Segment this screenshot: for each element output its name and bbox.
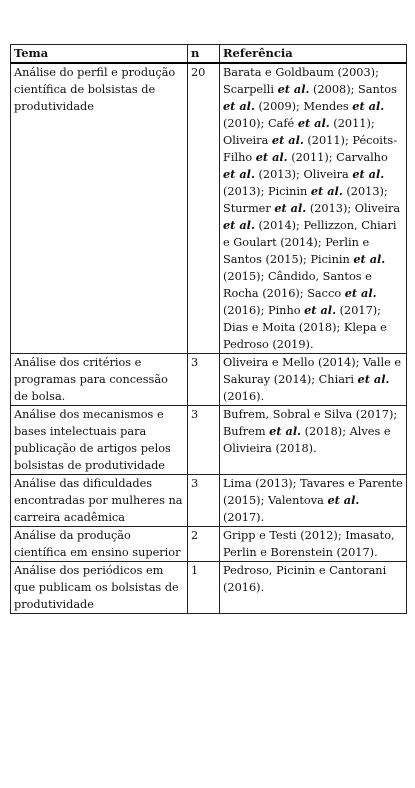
cell-tema: Análise dos critérios e programas para concessão de bolsa.	[11, 354, 188, 406]
reference-text: (2017).	[223, 511, 265, 524]
reference-text: (2011); Carvalho	[287, 151, 388, 164]
reference-text: (2011); Pécoits-Filho	[223, 134, 398, 164]
cell-n: 3	[188, 354, 220, 406]
cell-tema: Análise dos mecanismos e bases intelectuais para publicação de artigos pelos bolsistas de produtividade	[11, 406, 188, 475]
reference-text: (2014); Pellizzon, Chiari e Goulart (2014); Perlin e Santos (2015); Picinin	[223, 219, 397, 266]
cell-referencia	[220, 354, 407, 406]
et-al-italic: et al.	[357, 372, 390, 386]
reference-text: Gripp e Testi (2012); Imasato, Perlin e Borenstein (2017).	[223, 529, 395, 559]
reference-text: Oliveira e Mello (2014); Valle e Sakuray (2014); Chiari	[223, 356, 402, 386]
reference-text: (2013); Picinin	[223, 185, 311, 198]
cell-referencia	[220, 406, 407, 475]
reference-text: (2018); Alves e Olivieira (2018).	[223, 425, 391, 455]
table-row	[11, 354, 407, 406]
table-row	[11, 406, 407, 475]
reference-text: Barata e Goldbaum (2003); Scarpelli	[223, 66, 379, 96]
et-al-italic: et al.	[223, 218, 255, 232]
et-al-italic: et al.	[255, 150, 288, 164]
cell-n: 3	[188, 406, 220, 475]
reference-text: (2011); Oliveira	[223, 117, 375, 147]
cell-tema: Análise do perfil e produção científica de bolsistas de produtividade	[11, 63, 188, 354]
et-al-italic: et al.	[274, 201, 307, 215]
cell-referencia	[220, 562, 407, 614]
reference-text: (2016); Pinho	[223, 304, 305, 317]
header-referencia: Referência	[220, 45, 407, 64]
et-al-italic: et al.	[297, 116, 330, 130]
cell-tema: Análise da produção científica em ensino superior	[11, 527, 188, 562]
reference-text: (2010); Café	[223, 117, 298, 130]
et-al-italic: et al.	[352, 167, 385, 181]
cell-n: 1	[188, 562, 220, 614]
reference-text: (2016).	[223, 390, 265, 403]
et-al-italic: et al.	[269, 424, 302, 438]
et-al-italic: et al.	[353, 252, 386, 266]
table-body	[11, 63, 407, 614]
table-row	[11, 63, 407, 354]
reference-text: Lima (2013); Tavares e Parente (2015); Valentova	[223, 477, 403, 507]
et-al-italic: et al.	[344, 286, 377, 300]
cell-referencia	[220, 63, 407, 354]
cell-referencia	[220, 475, 407, 527]
table-row	[11, 475, 407, 527]
reference-text: (2013); Oliveira	[254, 168, 353, 181]
et-al-italic: et al.	[327, 493, 360, 507]
header-tema: Tema	[11, 45, 188, 64]
table-row	[11, 527, 407, 562]
table-row	[11, 562, 407, 614]
reference-text: Bufrem, Sobral e Silva (2017); Bufrem	[223, 408, 398, 438]
cell-tema: Análise das dificuldades encontradas por mulheres na carreira acadêmica	[11, 475, 188, 527]
et-al-italic: et al.	[310, 184, 343, 198]
et-al-italic: et al.	[277, 82, 310, 96]
reference-text: (2009); Mendes	[254, 100, 353, 113]
header-n: n	[188, 45, 220, 64]
reference-text: (2017); Dias e Moita (2018); Klepa e Pedroso (2019).	[223, 304, 387, 351]
et-al-italic: et al.	[223, 167, 255, 181]
reference-text: (2008); Santos	[309, 83, 397, 96]
cell-n: 2	[188, 527, 220, 562]
et-al-italic: et al.	[352, 99, 385, 113]
cell-referencia	[220, 527, 407, 562]
cell-n: 20	[188, 63, 220, 354]
et-al-italic: et al.	[271, 133, 304, 147]
literature-table	[10, 44, 407, 614]
header-row	[11, 45, 407, 64]
et-al-italic: et al.	[223, 99, 255, 113]
reference-text: (2015); Cândido, Santos e Rocha (2016); Sacco	[223, 270, 372, 300]
et-al-italic: et al.	[304, 303, 337, 317]
reference-text: Pedroso, Picinin e Cantorani (2016).	[223, 564, 387, 594]
cell-n: 3	[188, 475, 220, 527]
cell-tema: Análise dos periódicos em que publicam os bolsistas de produtividade	[11, 562, 188, 614]
reference-text: (2013); Oliveira	[306, 202, 401, 215]
reference-text: (2013); Sturmer	[223, 185, 388, 215]
